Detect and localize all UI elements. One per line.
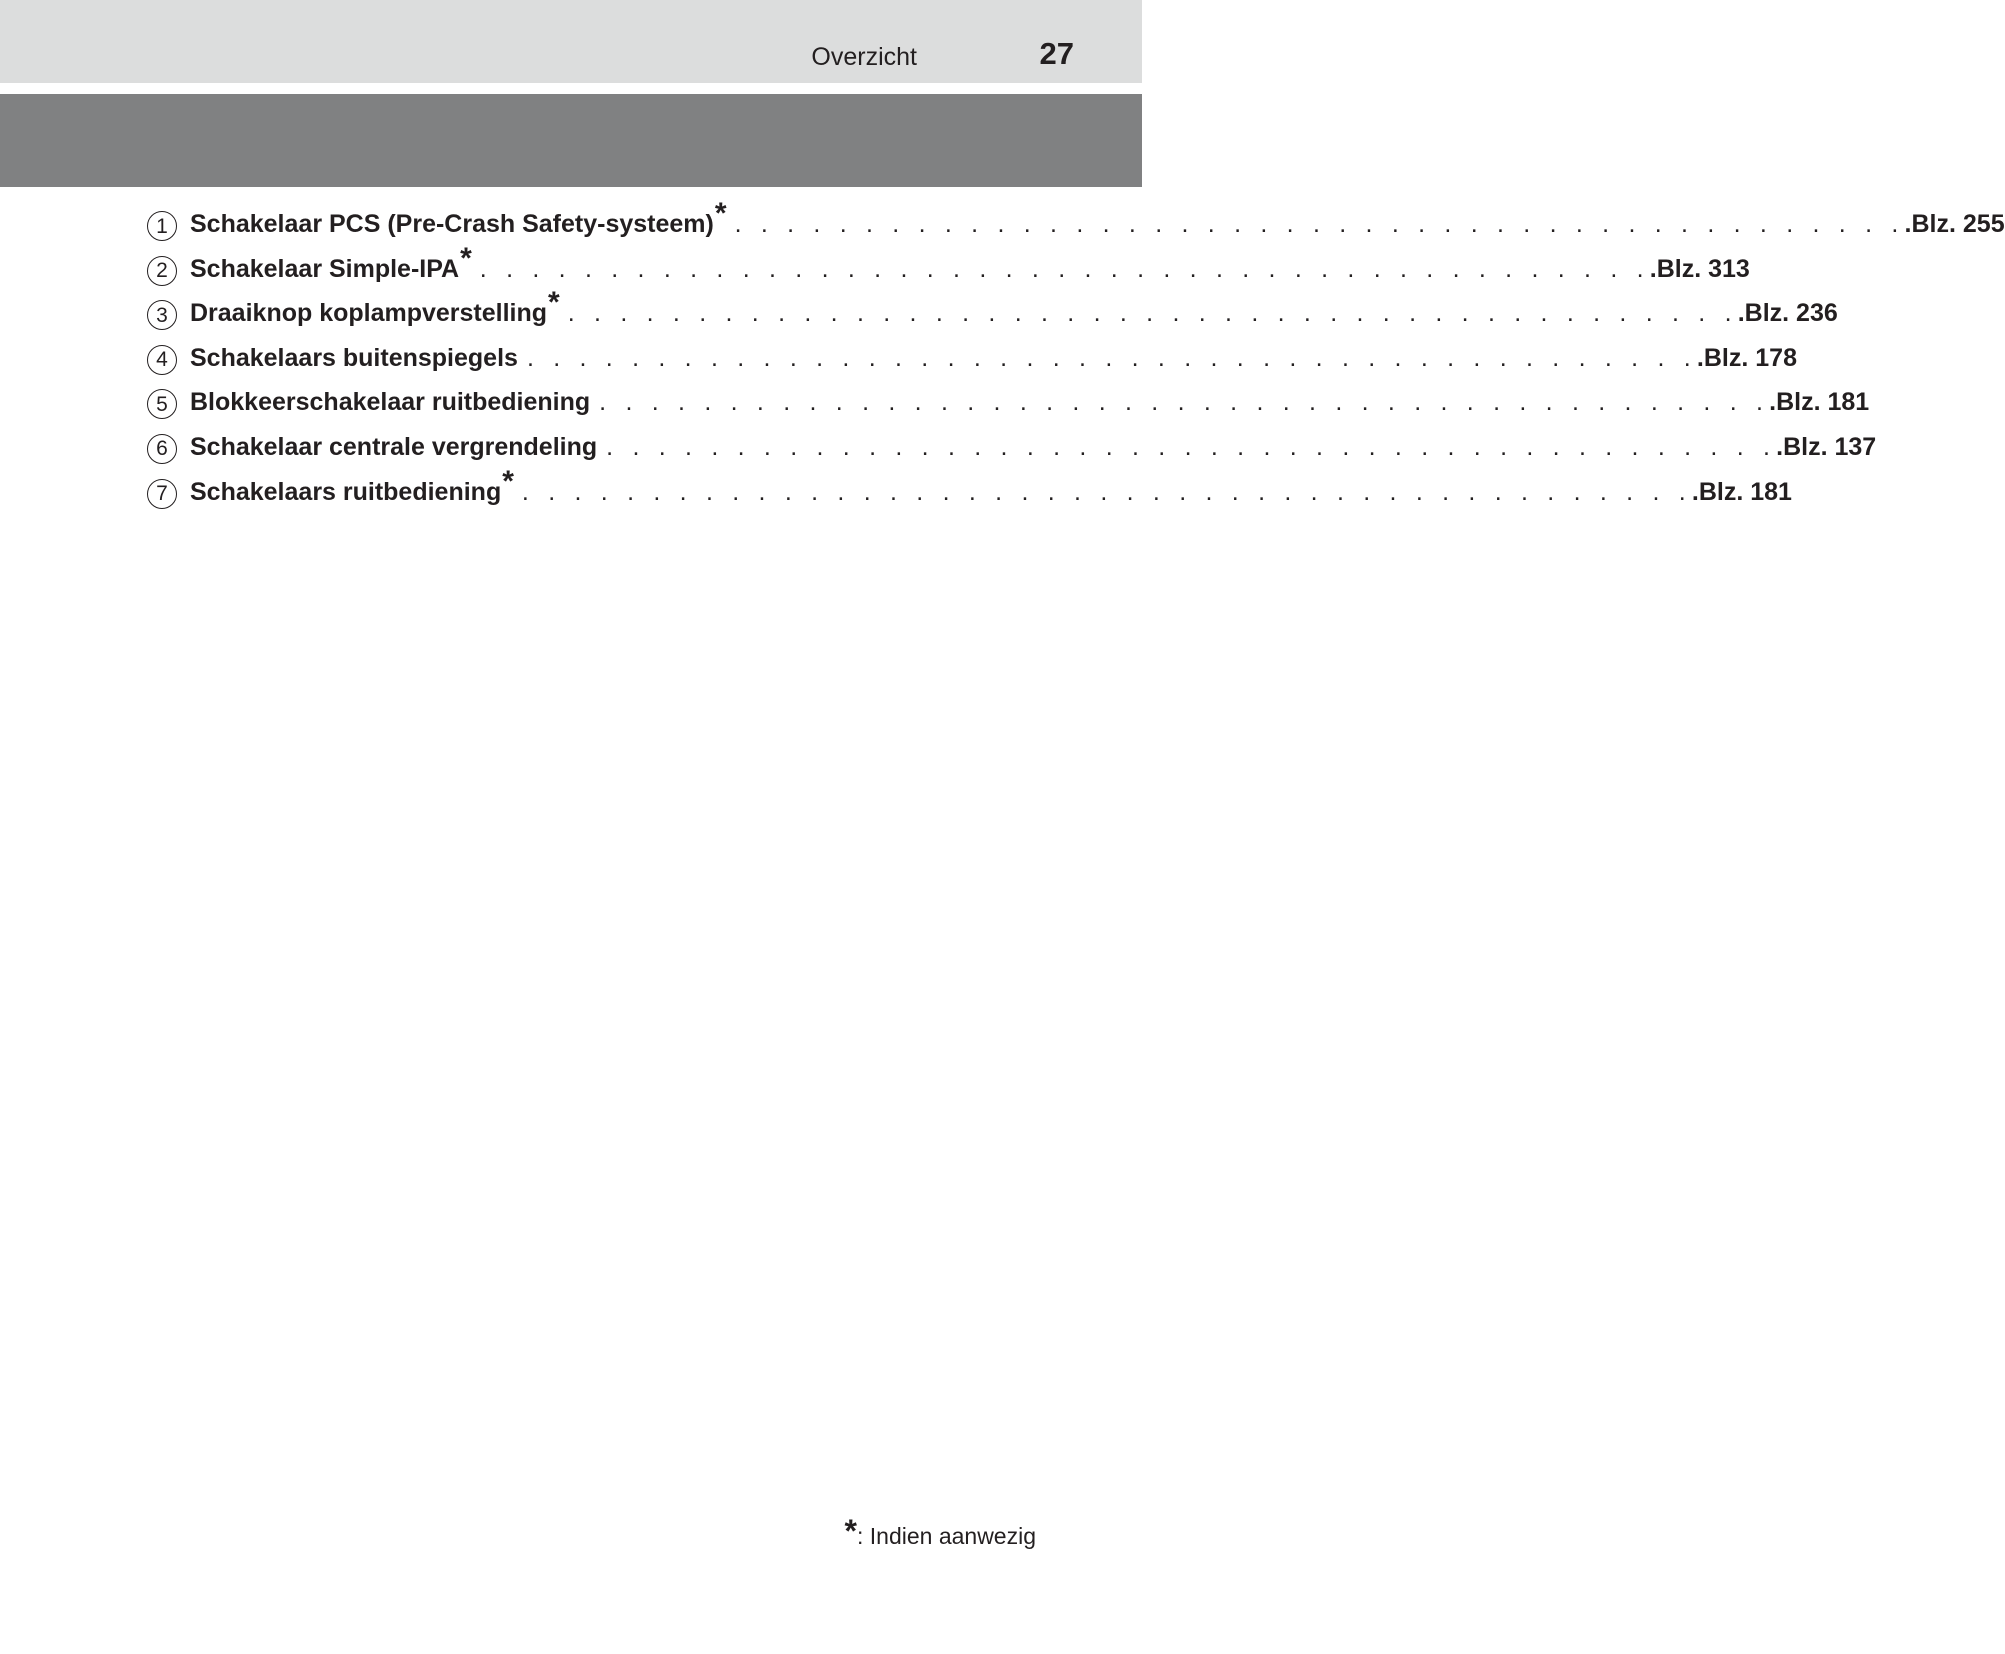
item-line xyxy=(190,384,1869,420)
item-line xyxy=(190,464,1792,510)
page-header xyxy=(0,0,1142,83)
list-item xyxy=(147,384,1870,429)
dot-leader: . . . . . . . . . . . . . . . . . . . . . . . . . . . . . . . . . . . . . . . . . . . . . xyxy=(521,477,1692,506)
item-line xyxy=(190,429,1876,465)
header-band xyxy=(0,94,1142,187)
item-line xyxy=(190,241,1750,287)
list-item xyxy=(147,286,1838,340)
footnote xyxy=(845,1515,1036,1552)
item-label: Schakelaar centrale vergrendeling xyxy=(190,432,598,461)
dot-leader: . . . . . . . . . . . . . . . . . . . . . . . . . . . . . . . . . . . . . . . . . . . . . xyxy=(479,254,1650,283)
list-item xyxy=(147,241,1750,296)
dot-leader: . . . . . . . . . . . . . . . . . . . . . . . . . . . . . . . . . . . . . . . . . . . . . xyxy=(567,299,1738,328)
section-title: Overzicht xyxy=(811,43,917,71)
dot-leader: . . . . . . . . . . . . . . . . . . . . . . . . . . . . . . . . . . . . . . . . . . . . . xyxy=(606,432,1777,461)
page-reference: .Blz. 236 xyxy=(1737,299,1838,328)
item-number-badge: 5 xyxy=(147,389,177,419)
list-item xyxy=(147,340,1797,385)
optional-asterisk: * xyxy=(460,241,472,275)
item-number-badge: 7 xyxy=(147,479,177,509)
item-number-badge: 1 xyxy=(147,211,177,241)
item-label: Draaiknop koplampverstelling xyxy=(190,299,548,328)
list-item xyxy=(147,197,2005,251)
page-reference: .Blz. 137 xyxy=(1776,432,1877,461)
item-label: Schakelaars buitenspiegels xyxy=(190,343,518,372)
item-line xyxy=(190,197,2005,242)
page-reference: .Blz. 181 xyxy=(1691,477,1792,506)
item-label: Schakelaars ruitbediening xyxy=(190,477,502,506)
footnote-asterisk: * xyxy=(844,1513,857,1549)
dot-leader: . . . . . . . . . . . . . . . . . . . . . . . . . . . . . . . . . . . . . . . . . . . . . xyxy=(734,210,1905,238)
optional-asterisk: * xyxy=(502,464,514,498)
item-label: Schakelaar Simple-IPA xyxy=(190,254,460,283)
optional-asterisk: * xyxy=(714,197,727,230)
item-label: Blokkeerschakelaar ruitbediening xyxy=(190,388,591,417)
item-number-badge: 4 xyxy=(147,345,177,375)
page-reference: .Blz. 255 xyxy=(1904,210,2005,238)
item-number-badge: 3 xyxy=(147,300,177,330)
page-reference: .Blz. 313 xyxy=(1649,254,1750,283)
page-reference: .Blz. 178 xyxy=(1696,343,1797,372)
list-item xyxy=(147,464,1792,519)
reference-list xyxy=(147,197,2005,518)
page-reference: .Blz. 181 xyxy=(1769,388,1870,417)
item-line xyxy=(190,340,1797,376)
dot-leader: . . . . . . . . . . . . . . . . . . . . . . . . . . . . . . . . . . . . . . . . . . . . . xyxy=(599,388,1770,417)
item-label: Schakelaar PCS (Pre-Crash Safety-systeem) xyxy=(190,210,714,238)
page-number: 27 xyxy=(1039,36,1074,71)
item-line xyxy=(190,286,1838,331)
optional-asterisk: * xyxy=(548,286,560,320)
dot-leader: . . . . . . . . . . . . . . . . . . . . . . . . . . . . . . . . . . . . . . . . . . . . . xyxy=(526,343,1697,372)
item-number-badge: 6 xyxy=(147,434,177,464)
list-item xyxy=(147,429,1877,474)
footnote-text: : Indien aanwezig xyxy=(856,1523,1036,1549)
item-number-badge: 2 xyxy=(147,256,177,286)
